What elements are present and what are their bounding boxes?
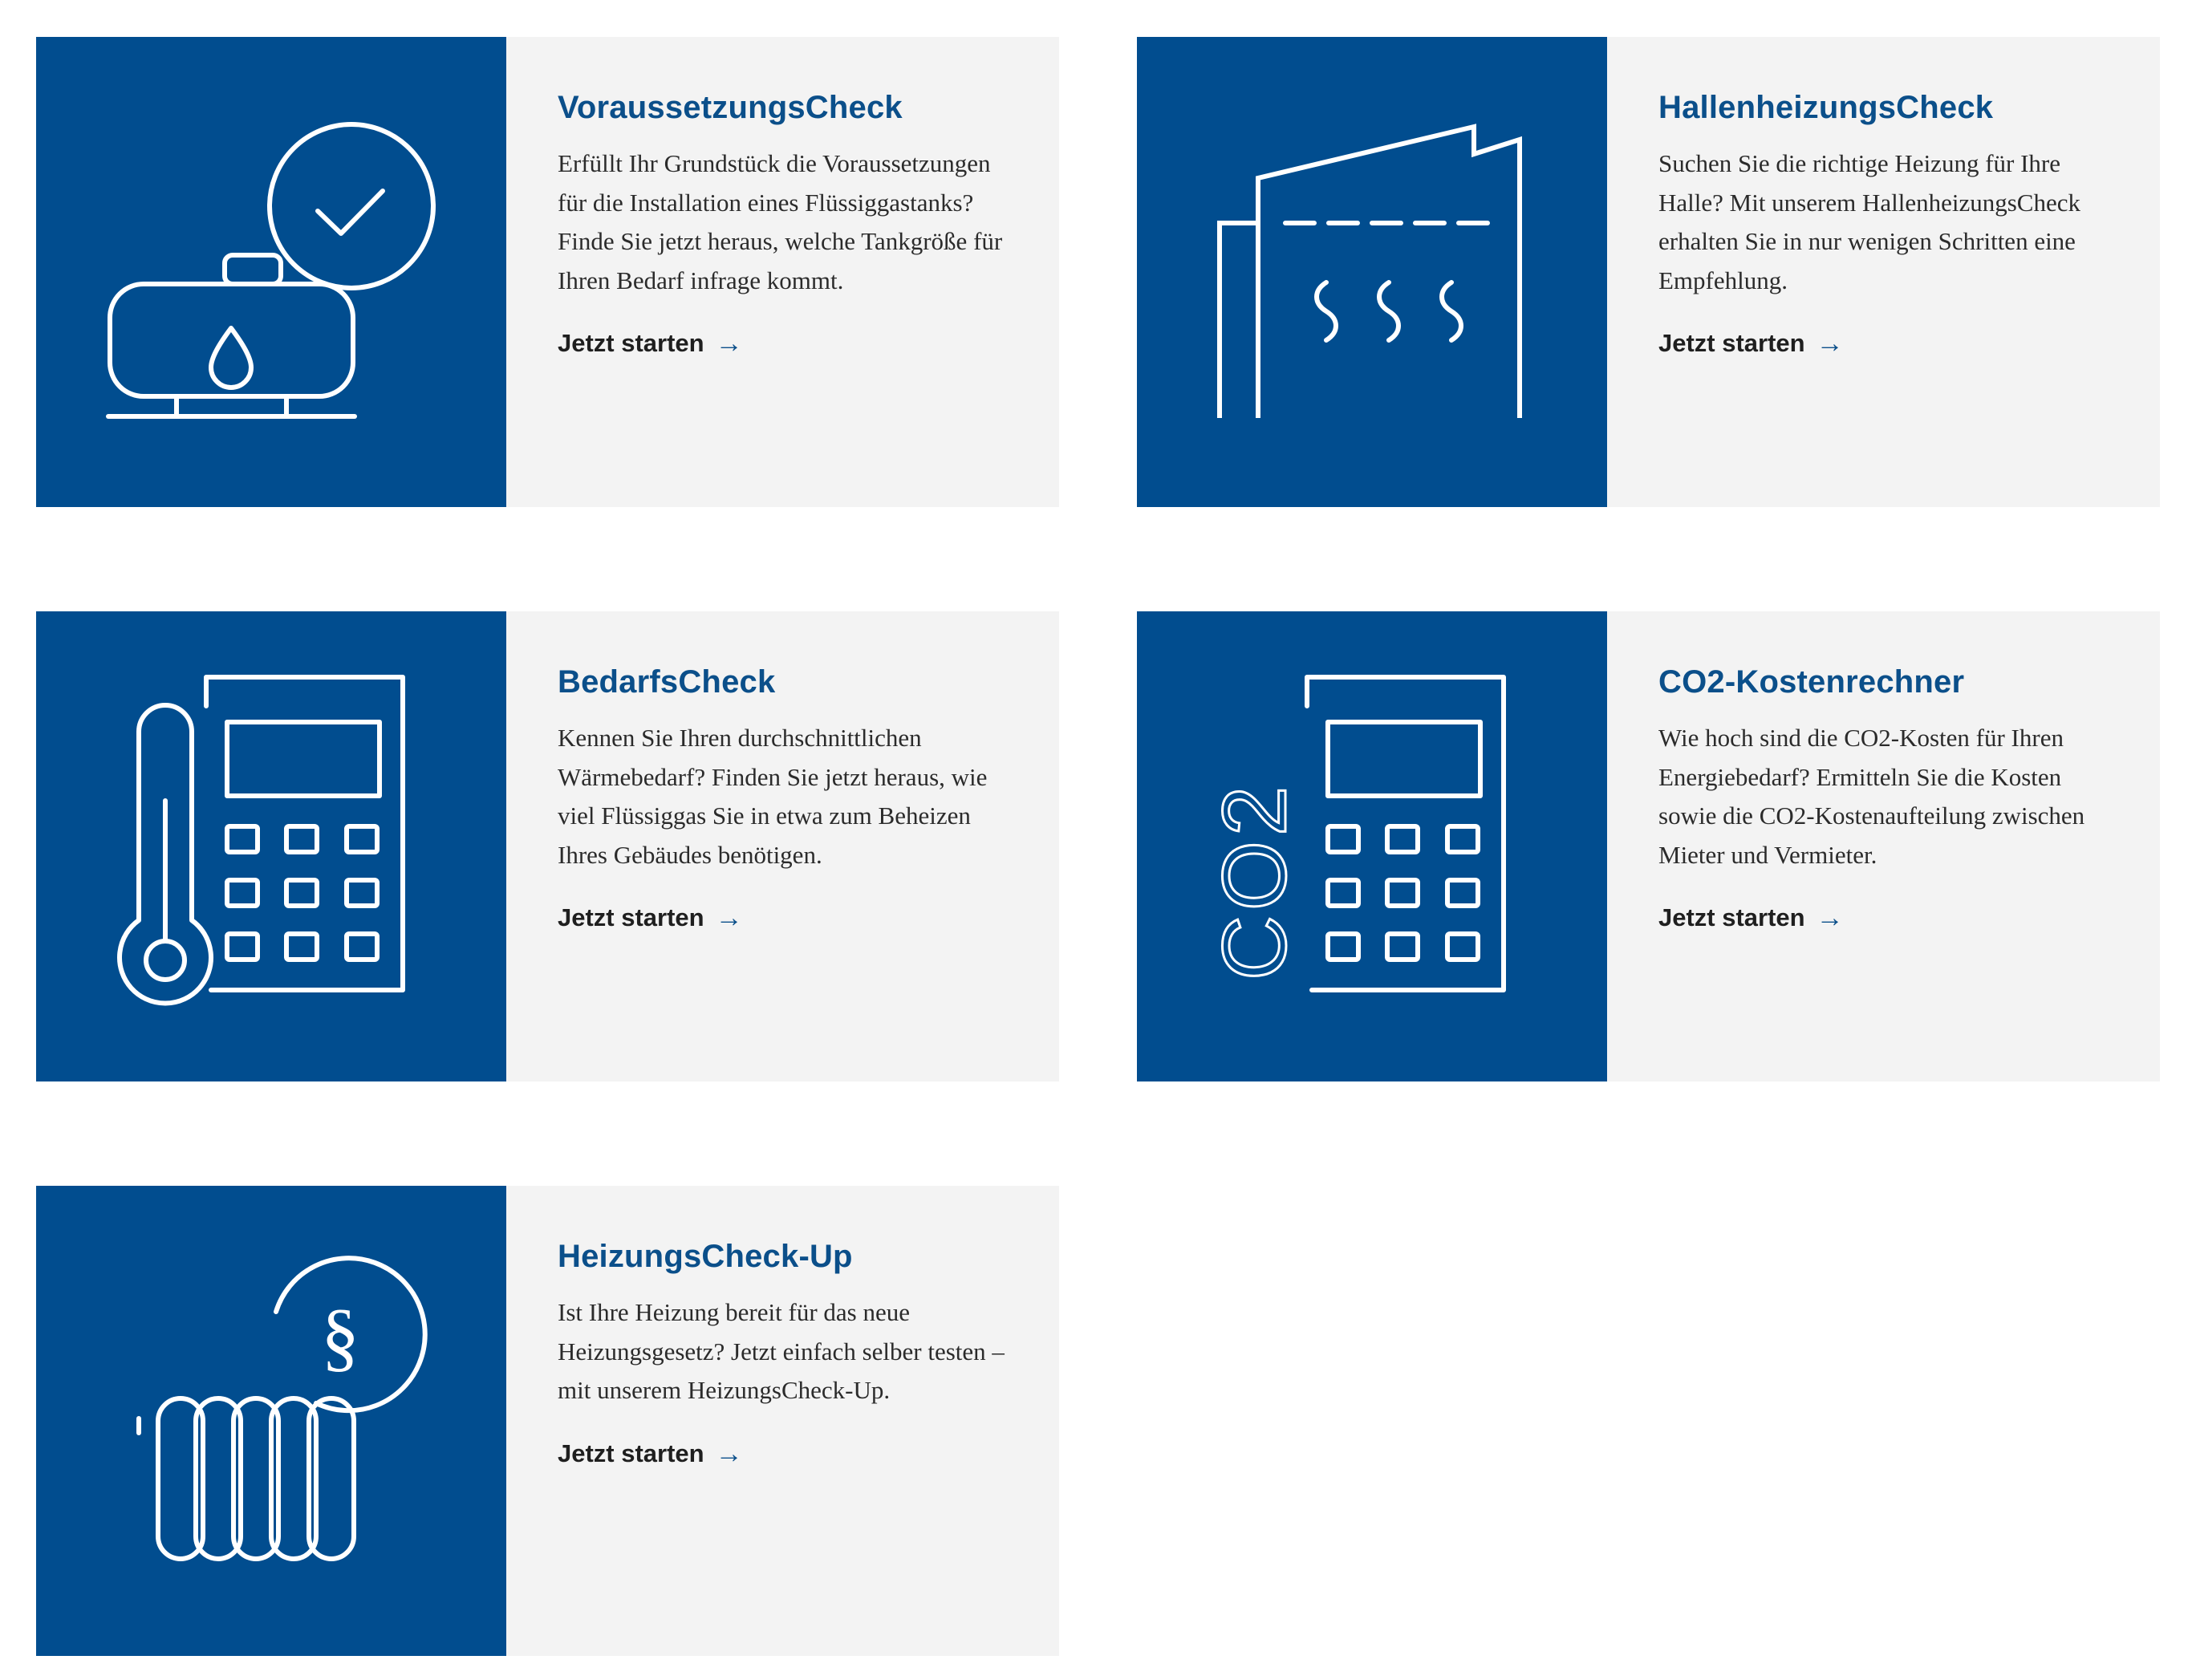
card-voraussetzungscheck (36, 37, 1059, 507)
start-link-label: Jetzt starten (558, 329, 704, 357)
card-icon-panel (1137, 37, 1607, 507)
card-content (506, 611, 1059, 1081)
card-icon-panel (36, 37, 506, 507)
card-title: VoraussetzungsCheck (558, 90, 903, 125)
gas-tank-check-icon (36, 37, 506, 507)
thermometer-calculator-icon (36, 611, 506, 1081)
start-link[interactable] (1658, 329, 1844, 358)
radiator-law-icon (36, 1186, 506, 1656)
start-link[interactable] (558, 329, 743, 358)
card-icon-panel (36, 1186, 506, 1656)
paragraph-symbol: § (321, 1293, 359, 1379)
card-bedarfscheck (36, 611, 1059, 1081)
card-content (506, 37, 1059, 507)
co2-calculator-icon (1137, 611, 1607, 1081)
card-content (506, 1186, 1059, 1656)
card-title: CO2-Kostenrechner (1658, 664, 1965, 700)
card-description: Suchen Sie die richtige Heizung für Ihre Halle? Mit unserem HallenheizungsCheck erhalten Sie in nur wenigen Schritten eine Empfehlung. (1658, 149, 2080, 294)
card-icon-panel (36, 611, 506, 1081)
card-title: HeizungsCheck-Up (558, 1239, 853, 1274)
start-link-label: Jetzt starten (558, 903, 704, 931)
heated-hall-icon (1137, 37, 1607, 507)
arrow-right-icon: → (1816, 903, 1844, 933)
card-content (1607, 37, 2160, 507)
arrow-right-icon: → (715, 1438, 743, 1469)
arrow-right-icon: → (715, 903, 743, 933)
start-link-label: Jetzt starten (558, 1439, 704, 1467)
start-link[interactable] (558, 1439, 743, 1468)
card-description: Ist Ihre Heizung bereit für das neue Heizungsgesetz? Jetzt einfach selber testen – mit unserem HeizungsCheck-Up. (558, 1298, 1005, 1404)
arrow-right-icon: → (715, 328, 743, 359)
card-hallenheizungscheck (1137, 37, 2160, 507)
card-description: Erfüllt Ihr Grundstück die Voraussetzungen für die Installation eines Flüssiggastanks? Finde Sie jetzt heraus, welche Tankgröße für Ihren Bedarf infrage kommt. (558, 149, 1003, 294)
card-description: Wie hoch sind die CO2-Kosten für Ihren Energiebedarf? Ermitteln Sie die Kosten sowie die CO2-Kostenaufteilung zwischen Mieter und Vermieter. (1658, 724, 2085, 869)
card-co2-kostenrechner (1137, 611, 2160, 1081)
start-link-label: Jetzt starten (1658, 903, 1805, 931)
start-link-label: Jetzt starten (1658, 329, 1805, 357)
start-link[interactable] (1658, 903, 1844, 932)
card-description: Kennen Sie Ihren durchschnittlichen Wärmebedarf? Finden Sie jetzt heraus, wie viel Flüssiggas Sie in etwa zum Beheizen Ihres Gebäudes benötigen. (558, 724, 988, 869)
card-content (1607, 611, 2160, 1081)
start-link[interactable] (558, 903, 743, 932)
card-title: HallenheizungsCheck (1658, 90, 1994, 125)
arrow-right-icon: → (1816, 328, 1844, 359)
card-title: BedarfsCheck (558, 664, 776, 700)
card-heizungscheck-up (36, 1186, 1059, 1656)
card-icon-panel (1137, 611, 1607, 1081)
co2-label: CO2 (1204, 781, 1305, 980)
